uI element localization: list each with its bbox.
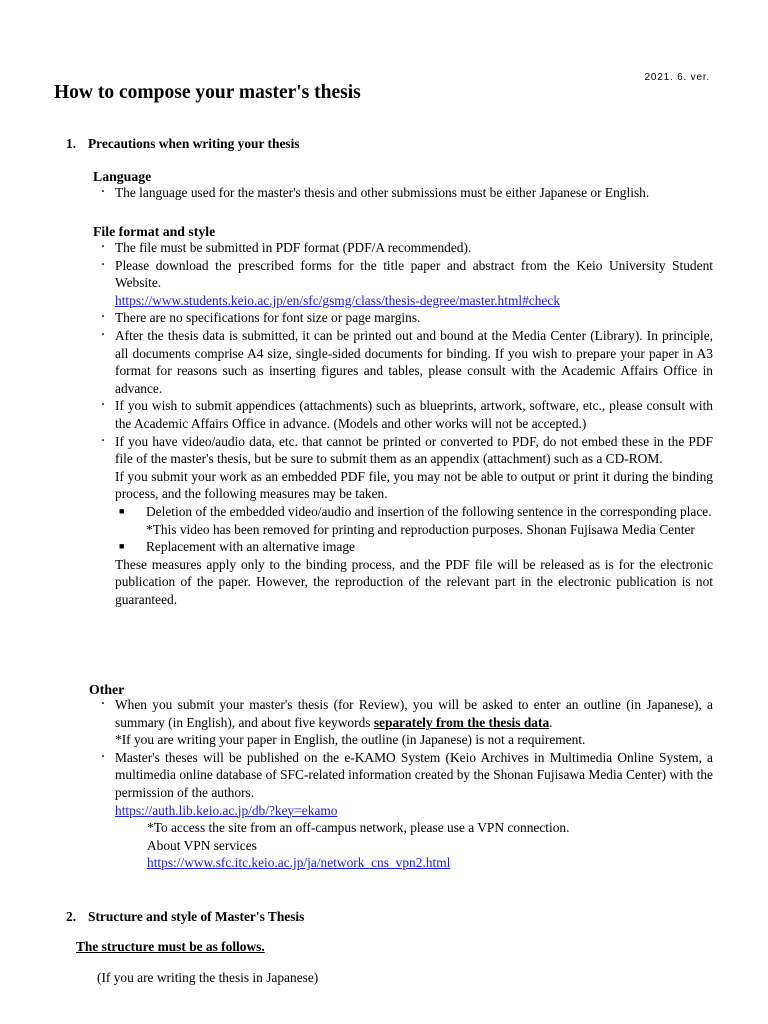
file-format-item-4: After the thesis data is submitted, it can be printed out and bound at the Media Center (Library). In principle, all documents comprise A4 size, single-sided documents for binding. If you wish to prepare your paper in A3 format for reasons such as inserting figures and tables, please consult with the Academic Affairs Office in advance. bbox=[115, 327, 713, 396]
other-item-1-emphasis: separately from the thesis data bbox=[373, 714, 550, 730]
list-item bbox=[95, 309, 713, 327]
measure-1-text: Deletion of the embedded video/audio and insertion of the following sentence in the corresponding place. bbox=[146, 503, 712, 519]
measure-1-note: *This video has been removed for printing and reproduction purposes. Shonan Fujisawa Media Center bbox=[146, 521, 695, 537]
list-item bbox=[95, 749, 713, 819]
list-item bbox=[95, 184, 713, 202]
measure-2-text: Replacement with an alternative image bbox=[146, 539, 355, 555]
square-bullet-icon: ■ bbox=[119, 541, 125, 552]
file-format-item-1: The file must be submitted in PDF format (PDF/A recommended). bbox=[115, 240, 472, 255]
measure-item bbox=[95, 503, 713, 538]
list-item bbox=[95, 397, 713, 432]
version-label: 2021. 6. ver. bbox=[644, 72, 710, 83]
bullet-icon: ・ bbox=[98, 259, 108, 271]
ekamo-link[interactable]: https://auth.lib.keio.ac.jp/db/?key=ekamo bbox=[115, 802, 338, 818]
measure-item bbox=[95, 538, 713, 556]
file-format-item-2: Please download the prescribed forms for the title paper and abstract from the Keio University Student Website. bbox=[115, 257, 713, 291]
measures-note: These measures apply only to the binding process, and the PDF file will be released as is for the electronic publication of the paper. However, the reproduction of the relevant part in the electronic publication is not guaranteed. bbox=[115, 556, 713, 607]
vpn-link[interactable]: https://www.sfc.itc.keio.ac.jp/ja/network_cns_vpn2.html bbox=[147, 855, 451, 871]
section-1-number: 1. bbox=[66, 136, 77, 151]
section-2-heading bbox=[66, 908, 304, 926]
list-item bbox=[95, 257, 713, 310]
file-format-heading: File format and style bbox=[93, 224, 216, 239]
bullet-icon: ・ bbox=[98, 329, 108, 341]
file-format-item-6: If you have video/audio data, etc. that cannot be printed or converted to PDF, do not embed these in the PDF file of the master's thesis, but be sure to submit them as an appendix (attachment) such as a CD-ROM. bbox=[115, 433, 713, 467]
section-1-title: Precautions when writing your thesis bbox=[88, 136, 300, 151]
vpn-note: *To access the site from an off-campus network, please use a VPN connection. bbox=[147, 820, 570, 836]
list-item bbox=[95, 433, 713, 468]
page-title: How to compose your master's thesis bbox=[54, 82, 361, 103]
structure-heading: The structure must be as follows. bbox=[76, 939, 265, 954]
bullet-icon: ・ bbox=[98, 312, 108, 324]
embedded-pdf-paragraph: If you submit your work as an embedded PDF file, you may not be able to output or print it during the binding process, and the following measures may be taken. bbox=[115, 468, 713, 502]
bullet-icon: ・ bbox=[98, 699, 108, 710]
bullet-icon: ・ bbox=[98, 400, 108, 412]
list-item bbox=[95, 327, 713, 397]
file-format-list bbox=[95, 239, 713, 608]
bullet-icon: ・ bbox=[98, 751, 108, 763]
other-item-1-note: *If you are writing your paper in English, the outline (in Japanese) is not a requirement. bbox=[115, 732, 586, 748]
other-item-1-pre: When you submit your master's thesis (for Review), you will be asked to enter an outline (in Japanese), a summary (in English), and about five keywords bbox=[115, 697, 713, 730]
list-item bbox=[95, 696, 713, 749]
language-item-text: The language used for the master's thesis and other submissions must be either Japanese or English. bbox=[115, 185, 650, 200]
language-heading: Language bbox=[93, 169, 152, 184]
bullet-icon: ・ bbox=[98, 242, 108, 253]
other-heading: Other bbox=[89, 682, 125, 697]
square-bullet-icon: ■ bbox=[119, 505, 125, 516]
other-item-1-post: . bbox=[549, 714, 553, 730]
file-format-item-3: There are no specifications for font size or page margins. bbox=[115, 310, 421, 326]
vpn-about: About VPN services bbox=[147, 837, 257, 853]
other-list bbox=[95, 696, 713, 872]
japanese-note: (If you are writing the thesis in Japanese) bbox=[97, 970, 319, 985]
section-1-heading bbox=[66, 135, 300, 153]
vpn-block bbox=[95, 819, 713, 872]
section-2-title: Structure and style of Master's Thesis bbox=[88, 909, 305, 924]
file-format-item-5: If you wish to submit appendices (attachments) such as blueprints, artwork, software, etc., please consult with the Academic Affairs Office in advance. (Models and other works will not be accepted.) bbox=[115, 398, 713, 431]
section-2-number: 2. bbox=[66, 909, 77, 924]
language-list bbox=[95, 184, 713, 202]
other-item-2: Master's theses will be published on the e-KAMO System (Keio Archives in Multimedia Online System, a multimedia online database of SFC-related information created by the Shonan Fujisawa Media Center) with the permission of the authors. bbox=[115, 749, 713, 800]
list-item bbox=[95, 239, 713, 257]
bullet-icon: ・ bbox=[98, 187, 108, 198]
bullet-icon: ・ bbox=[98, 435, 108, 447]
student-website-link[interactable]: https://www.students.keio.ac.jp/en/sfc/gsmg/class/thesis-degree/master.html#check bbox=[115, 292, 561, 308]
